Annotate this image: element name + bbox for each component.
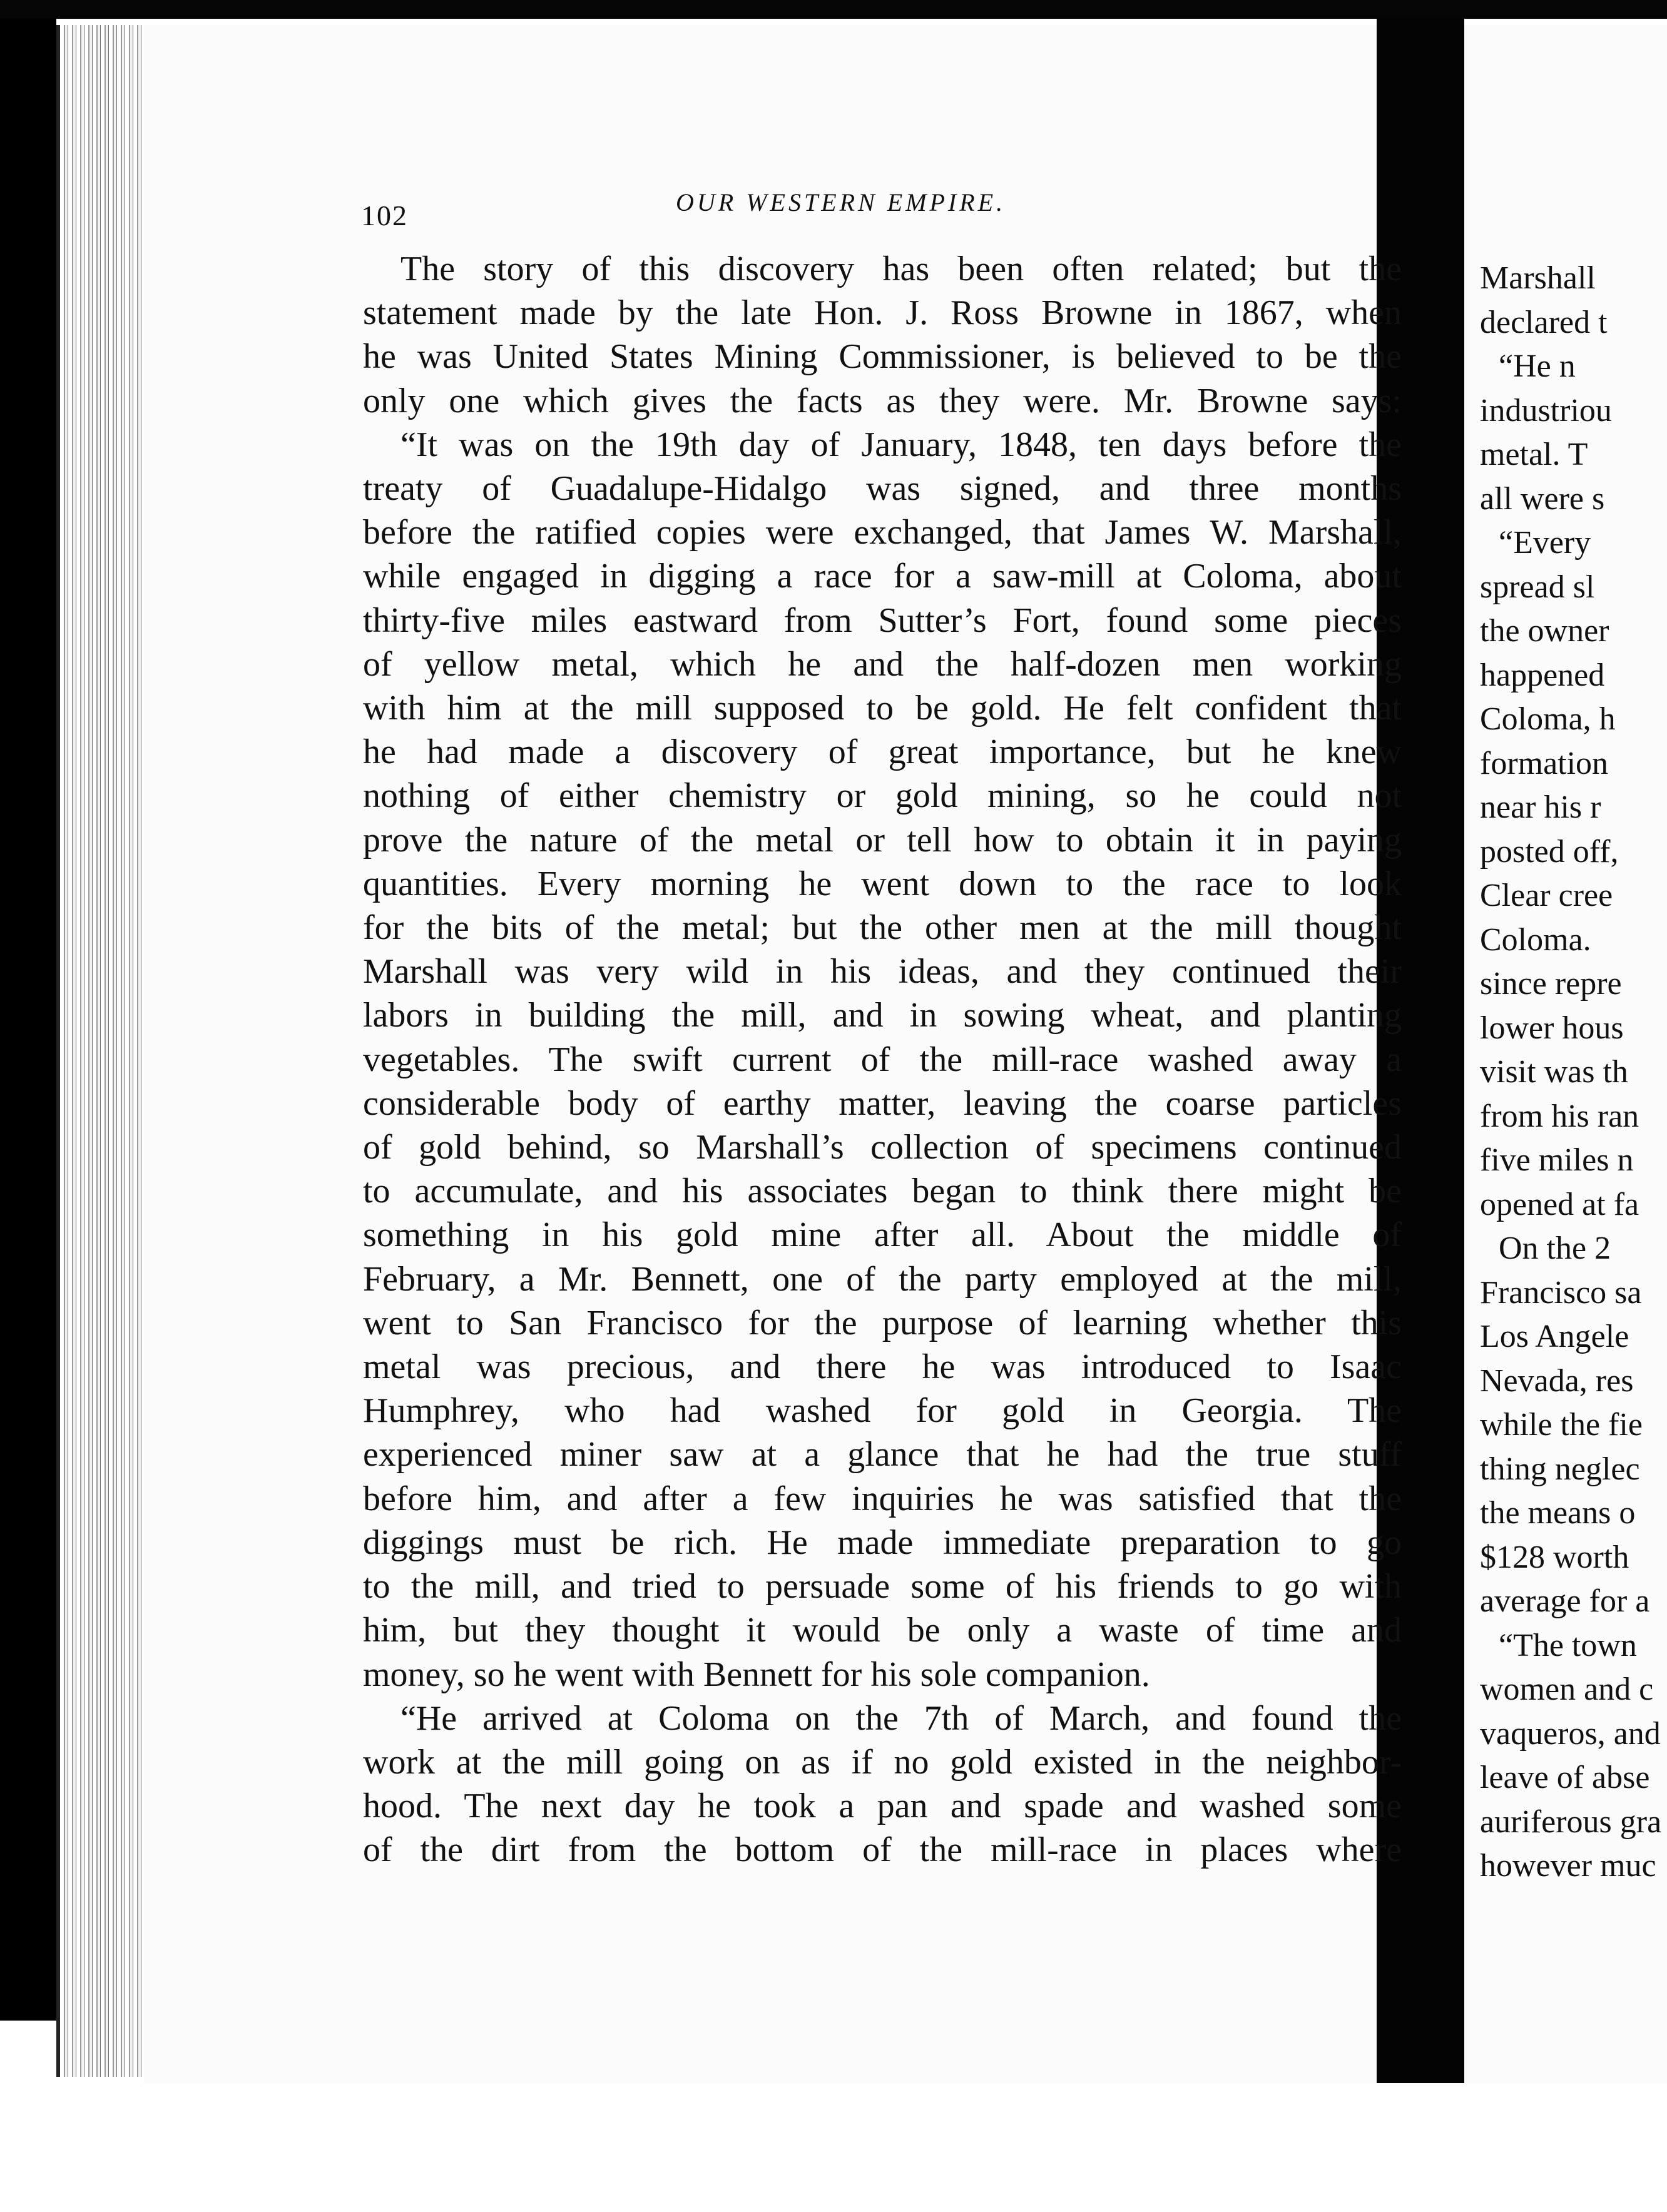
text-line: auriferous gra xyxy=(1480,1804,1662,1840)
book-page-edges xyxy=(56,25,148,2077)
text-line: to the mill, and tried to persuade some of his friends to go with xyxy=(363,1567,1402,1606)
text-line: Los Angele xyxy=(1480,1319,1629,1354)
text-line: however muc xyxy=(1480,1848,1656,1884)
text-line: work at the mill going on as if no gold existed in the neighbor- xyxy=(363,1742,1402,1782)
text-line: visit was th xyxy=(1480,1054,1628,1090)
text-line: he had made a discovery of great importance, but he knew xyxy=(363,733,1402,772)
text-line: considerable body of earthy matter, leaving the coarse particles xyxy=(363,1083,1402,1123)
text-line: experienced miner saw at a glance that he had the true stuff xyxy=(363,1435,1402,1474)
text-line: statement made by the late Hon. J. Ross Browne in 1867, when xyxy=(363,293,1402,333)
text-line: to accumulate, and his associates began to think there might be xyxy=(363,1172,1402,1211)
text-line: “The town xyxy=(1499,1627,1637,1663)
text-line: money, so he went with Bennett for his sole companion. xyxy=(363,1655,1150,1694)
text-line: “It was on the 19th day of January, 1848, ten days before the xyxy=(400,425,1402,464)
text-line: while the fie xyxy=(1480,1407,1643,1443)
page-number: 102 xyxy=(361,200,408,231)
text-line: of gold behind, so Marshall’s collection of specimens continued xyxy=(363,1128,1402,1167)
text-line: thirty-five miles eastward from Sutter’s Fort, found some pieces xyxy=(363,601,1402,640)
scan-left-border xyxy=(0,19,56,2021)
text-line: spread sl xyxy=(1480,569,1595,605)
text-line: nothing of either chemistry or gold mining, so he could not xyxy=(363,776,1402,816)
text-line: happened xyxy=(1480,657,1605,693)
scan-bottom-margin xyxy=(0,2083,1667,2212)
text-line: he was United States Mining Commissioner, is believed to be the xyxy=(363,337,1402,377)
text-line: opened at fa xyxy=(1480,1186,1639,1222)
text-line: all were s xyxy=(1480,480,1605,517)
text-line: average for a xyxy=(1480,1583,1650,1619)
text-line: “Every xyxy=(1499,525,1591,561)
text-line: The story of this discovery has been often related; but the xyxy=(400,250,1402,288)
text-line: $128 worth xyxy=(1480,1539,1629,1575)
text-line: industriou xyxy=(1480,392,1612,429)
text-line: Marshall was very wild in his ideas, and they continued their xyxy=(363,952,1402,992)
text-line: the owner xyxy=(1480,613,1609,649)
text-line: before the ratified copies were exchanged, that James W. Marshall, xyxy=(363,513,1402,552)
text-line: diggings must be rich. He made immediate preparation to go xyxy=(363,1523,1402,1562)
right-page-body xyxy=(1480,256,1661,1889)
text-line: went to San Francisco for the purpose of learning whether this xyxy=(363,1303,1402,1342)
text-line: Clear cree xyxy=(1480,878,1613,913)
text-line: “He arrived at Coloma on the 7th of March, and found the xyxy=(400,1698,1402,1738)
text-line: vaqueros, and xyxy=(1480,1715,1661,1752)
text-line: labors in building the mill, and in sowing wheat, and planting xyxy=(363,996,1402,1035)
text-line: metal was precious, and there he was introduced to Isaac xyxy=(363,1347,1402,1387)
text-line: On the 2 xyxy=(1499,1230,1611,1266)
text-line: “He n xyxy=(1499,348,1576,384)
text-line: of the dirt from the bottom of the mill-race in places where xyxy=(363,1830,1402,1870)
text-line: Coloma. xyxy=(1480,921,1591,958)
text-line: hood. The next day he took a pan and spade and washed some xyxy=(363,1787,1402,1826)
text-line: declared t xyxy=(1480,304,1608,340)
text-line: Coloma, h xyxy=(1480,701,1616,737)
text-line: prove the nature of the metal or tell how to obtain it in paying xyxy=(363,820,1402,860)
text-line: for the bits of the metal; but the other men at the mill thought xyxy=(363,908,1402,948)
text-line: formation xyxy=(1480,745,1609,781)
text-line: him, but they thought it would be only a waste of time and xyxy=(363,1611,1402,1650)
text-line: something in his gold mine after all. About the middle of xyxy=(363,1215,1402,1255)
text-line: Humphrey, who had washed for gold in Georgia. The xyxy=(363,1391,1402,1431)
text-line: Francisco sa xyxy=(1480,1274,1642,1311)
text-line: February, a Mr. Bennett, one of the party employed at the mill, xyxy=(363,1259,1402,1299)
text-line: women and c xyxy=(1480,1672,1654,1707)
text-line: with him at the mill supposed to be gold. He felt confident that xyxy=(363,689,1402,728)
text-line: only one which gives the facts as they were. Mr. Browne says: xyxy=(363,381,1402,420)
text-line: thing neglec xyxy=(1480,1451,1640,1487)
text-line: quantities. Every morning he went down to the race to look xyxy=(363,864,1402,903)
text-line: the means o xyxy=(1480,1495,1636,1531)
text-line: vegetables. The swift current of the mill-race washed away a xyxy=(363,1040,1402,1079)
text-line: while engaged in digging a race for a saw-mill at Coloma, about xyxy=(363,557,1402,596)
scan-top-border xyxy=(0,0,1667,19)
text-line: of yellow metal, which he and the half-dozen men working xyxy=(363,644,1402,684)
text-line: near his r xyxy=(1480,789,1601,825)
left-page-body xyxy=(363,247,1402,1872)
text-line: Nevada, res xyxy=(1480,1362,1634,1399)
text-line: from his ran xyxy=(1480,1098,1639,1134)
text-line: Marshall xyxy=(1480,260,1596,296)
text-line: treaty of Guadalupe-Hidalgo was signed, and three months xyxy=(363,469,1402,509)
text-line: lower hous xyxy=(1480,1010,1624,1046)
text-line: leave of abse xyxy=(1480,1760,1650,1795)
text-line: posted off, xyxy=(1480,833,1619,870)
text-line: since repre xyxy=(1480,966,1622,1002)
text-line: before him, and after a few inquiries he was satisfied that the xyxy=(363,1479,1402,1518)
running-head: OUR WESTERN EMPIRE. xyxy=(676,188,1006,216)
text-line: metal. T xyxy=(1480,437,1588,472)
text-line: five miles n xyxy=(1480,1142,1634,1178)
